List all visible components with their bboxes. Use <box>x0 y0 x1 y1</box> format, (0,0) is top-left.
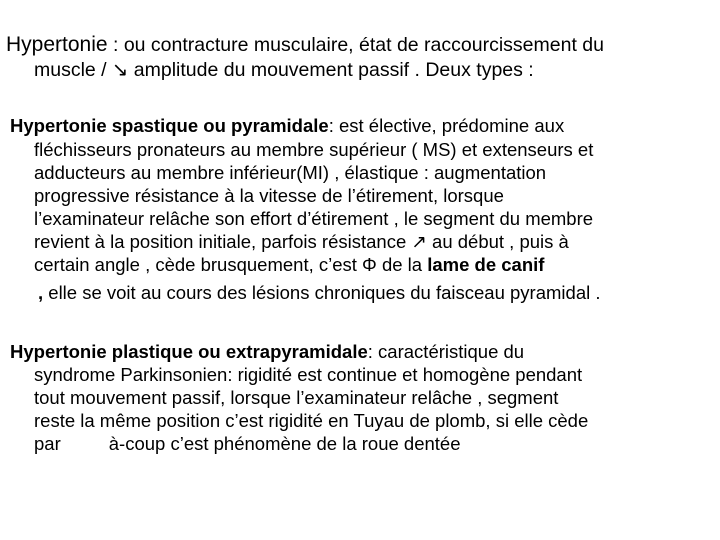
plastique-term: Hypertonie plastique ou extrapyramidale <box>10 341 368 362</box>
spastique-line-7 <box>34 254 544 276</box>
spastique-line-8 <box>38 282 601 304</box>
plastique-line-1 <box>10 341 524 363</box>
spastique-line-4: progressive résistance à la vitesse de l’étirement, lorsque <box>34 185 504 206</box>
plastique-line-5-text: à-coup c’est phénomène de la roue dentée <box>108 433 461 454</box>
spastique-line-8-comma: , <box>38 282 44 303</box>
plastique-line-1-text: : caractéristique du <box>367 341 525 362</box>
plastique-line-5 <box>34 433 461 455</box>
spastique-line-7-text: certain angle , cède brusquement, c’est Φ de la <box>34 254 428 275</box>
spastique-line-2: fléchisseurs pronateurs au membre supérieur ( MS) et extenseurs et <box>34 139 594 160</box>
spastique-line-8-text: elle se voit au cours des lésions chroniques du faisceau pyramidal . <box>43 282 601 303</box>
spastique-line-6: revient à la position initiale, parfois résistance ↗ au début , puis à <box>34 231 569 252</box>
lame-de-canif-term: lame de canif <box>427 254 545 275</box>
plastique-line-4: reste la même position c’est rigidité en Tuyau de plomb, si elle cède <box>34 410 589 431</box>
spastique-line-5: l’examinateur relâche son effort d’étirement , le segment du membre <box>34 208 594 229</box>
spastique-line-1 <box>10 115 564 137</box>
definition-line-1 <box>6 33 604 57</box>
plastique-line-5-par: par <box>34 433 61 454</box>
plastique-line-3: tout mouvement passif, lorsque l’examinateur relâche , segment <box>34 387 559 408</box>
spastique-line-3: adducteurs au membre inférieur(MI) , élastique : augmentation <box>34 162 547 183</box>
definition-line-2: muscle / ↘ amplitude du mouvement passif . Deux types : <box>34 59 534 81</box>
definition-line-1-text: : ou contracture musculaire, état de raccourcissement du <box>107 34 604 56</box>
hypertonie-term: Hypertonie <box>6 33 108 56</box>
spastique-term: Hypertonie spastique ou pyramidale <box>10 115 329 136</box>
plastique-line-2: syndrome Parkinsonien: rigidité est continue et homogène pendant <box>34 364 583 385</box>
spastique-line-1-text: : est élective, prédomine aux <box>328 115 565 136</box>
